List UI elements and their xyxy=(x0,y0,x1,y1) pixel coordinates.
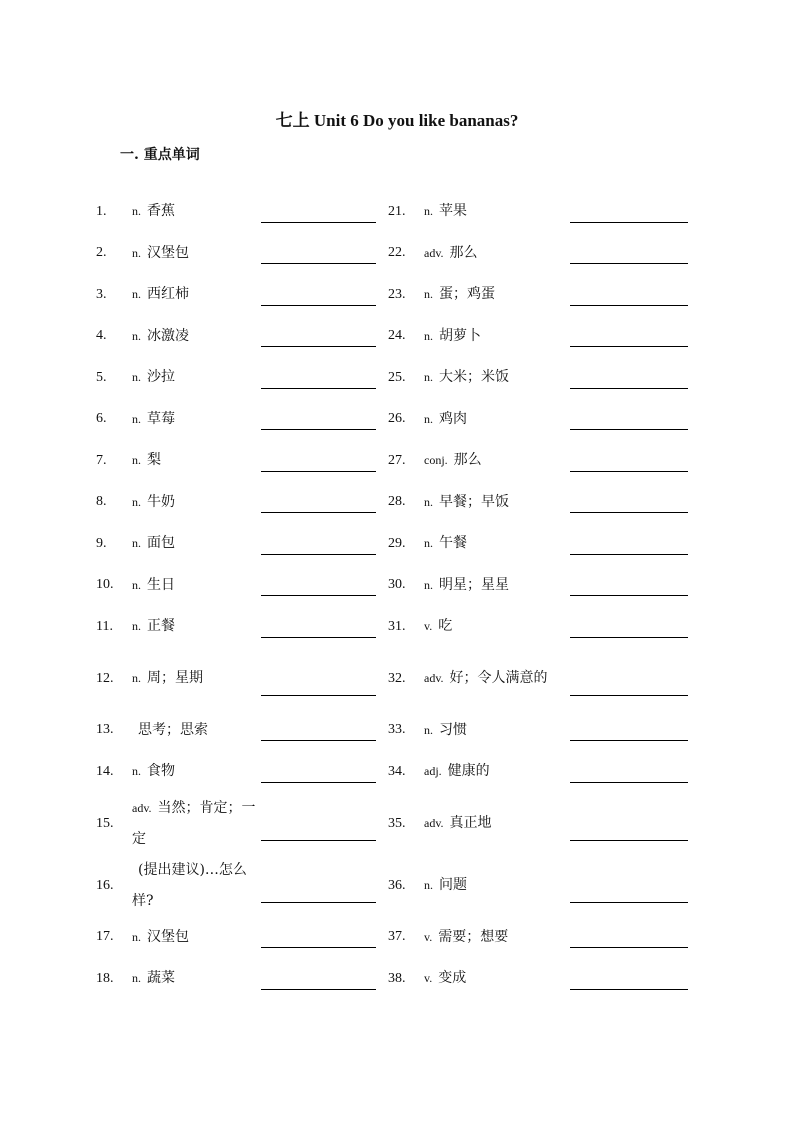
vocab-row xyxy=(96,191,396,233)
vocab-row xyxy=(96,523,396,565)
part-of-speech: v. xyxy=(424,971,433,986)
item-number: 27. xyxy=(388,452,406,468)
vocab-row xyxy=(96,855,396,917)
chinese-meaning: 变成 xyxy=(438,970,467,987)
item-number: 4. xyxy=(96,328,107,344)
item-number: 22. xyxy=(388,245,406,261)
part-of-speech: n. xyxy=(424,577,433,592)
item-number: 8. xyxy=(96,494,107,510)
item-number: 15. xyxy=(96,815,114,831)
vocab-row xyxy=(96,274,396,316)
item-definition xyxy=(132,487,260,518)
item-definition xyxy=(424,663,552,694)
chinese-meaning: 午餐 xyxy=(439,535,467,552)
answer-blank[interactable] xyxy=(570,947,688,948)
item-definition xyxy=(424,196,552,227)
chinese-meaning: 面包 xyxy=(147,535,175,552)
item-definition xyxy=(132,963,260,994)
answer-blank[interactable] xyxy=(261,902,376,903)
item-number: 18. xyxy=(96,970,114,986)
item-number: 6. xyxy=(96,411,107,427)
chinese-meaning: 大米；米饭 xyxy=(439,369,509,386)
item-number: 30. xyxy=(388,577,406,593)
chinese-meaning: 正餐 xyxy=(147,618,175,635)
item-number: 5. xyxy=(96,369,107,385)
vocab-row xyxy=(388,565,688,607)
item-number: 7. xyxy=(96,452,107,468)
item-number: 36. xyxy=(388,877,406,893)
item-number: 32. xyxy=(388,670,406,686)
vocab-row xyxy=(96,751,396,793)
item-definition xyxy=(132,321,260,352)
item-number: 16. xyxy=(96,877,114,893)
item-number: 29. xyxy=(388,535,406,551)
part-of-speech: n. xyxy=(132,245,141,260)
item-number: 25. xyxy=(388,369,406,385)
answer-blank[interactable] xyxy=(261,305,376,306)
part-of-speech: n. xyxy=(132,287,141,302)
item-definition xyxy=(424,528,552,559)
answer-blank[interactable] xyxy=(261,554,376,555)
answer-blank[interactable] xyxy=(261,740,376,741)
vocab-row xyxy=(96,399,396,441)
item-number: 24. xyxy=(388,328,406,344)
answer-blank[interactable] xyxy=(570,840,688,841)
item-definition xyxy=(132,855,260,917)
answer-blank[interactable] xyxy=(261,346,376,347)
vocab-row xyxy=(388,233,688,275)
chinese-meaning: 吃 xyxy=(438,618,453,635)
item-definition xyxy=(424,445,552,476)
item-number: 34. xyxy=(388,763,406,779)
chinese-meaning: 需要；想要 xyxy=(438,928,509,945)
part-of-speech: adv. xyxy=(424,245,444,260)
vocab-row xyxy=(388,606,688,648)
vocab-row xyxy=(388,917,688,959)
chinese-meaning: 生日 xyxy=(147,576,175,593)
part-of-speech: n. xyxy=(424,287,433,302)
item-definition xyxy=(424,756,552,787)
part-of-speech: adv. xyxy=(424,671,444,685)
chinese-meaning: 问题 xyxy=(439,877,467,893)
item-definition xyxy=(132,196,260,227)
chinese-meaning: 香蕉 xyxy=(147,203,175,220)
answer-blank[interactable] xyxy=(261,388,376,389)
section-heading: 一. 重点单词 xyxy=(120,147,200,163)
answer-blank[interactable] xyxy=(570,263,688,264)
answer-blank[interactable] xyxy=(570,554,688,555)
answer-blank[interactable] xyxy=(261,471,376,472)
chinese-meaning: 西红柿 xyxy=(147,286,189,303)
item-number: 14. xyxy=(96,763,114,779)
chinese-meaning: 沙拉 xyxy=(147,369,175,386)
answer-blank[interactable] xyxy=(570,388,688,389)
item-number: 1. xyxy=(96,203,107,219)
item-definition xyxy=(424,238,552,269)
vocab-row xyxy=(388,316,688,358)
vocab-row xyxy=(96,316,396,358)
item-definition xyxy=(424,321,552,352)
vocab-row xyxy=(96,958,396,1000)
item-number: 21. xyxy=(388,203,406,219)
item-number: 11. xyxy=(96,618,113,634)
part-of-speech: v. xyxy=(424,619,433,634)
answer-blank[interactable] xyxy=(261,222,376,223)
item-definition xyxy=(132,793,260,855)
answer-blank[interactable] xyxy=(570,512,688,513)
vocab-row xyxy=(388,958,688,1000)
part-of-speech: n. xyxy=(424,878,433,892)
chinese-meaning: 周；星期 xyxy=(147,670,203,686)
answer-blank[interactable] xyxy=(261,695,376,696)
part-of-speech: n. xyxy=(424,536,433,551)
chinese-meaning: 早餐；早饭 xyxy=(439,493,509,510)
vocab-row xyxy=(96,482,396,524)
answer-blank[interactable] xyxy=(570,902,688,903)
answer-blank[interactable] xyxy=(261,429,376,430)
vocab-row xyxy=(96,565,396,607)
vocab-row xyxy=(96,793,396,855)
answer-blank[interactable] xyxy=(261,947,376,948)
chinese-meaning: 胡萝卜 xyxy=(439,327,481,344)
right-column xyxy=(388,191,688,1000)
item-definition xyxy=(132,756,260,787)
answer-blank[interactable] xyxy=(570,222,688,223)
chinese-meaning: 好；令人满意的 xyxy=(449,670,548,686)
part-of-speech: n. xyxy=(132,453,141,468)
item-definition xyxy=(424,922,552,953)
part-of-speech: n. xyxy=(132,494,141,509)
item-definition xyxy=(132,279,260,310)
chinese-meaning: 思考；思索 xyxy=(138,721,208,738)
item-definition xyxy=(132,445,260,476)
answer-blank[interactable] xyxy=(570,989,688,990)
chinese-meaning: 汉堡包 xyxy=(147,928,189,945)
chinese-meaning: 苹果 xyxy=(439,203,467,220)
chinese-meaning: 梨 xyxy=(147,452,161,469)
item-definition xyxy=(132,611,260,642)
answer-blank[interactable] xyxy=(570,346,688,347)
item-number: 31. xyxy=(388,618,406,634)
part-of-speech: n. xyxy=(424,494,433,509)
answer-blank[interactable] xyxy=(261,989,376,990)
chinese-meaning: 健康的 xyxy=(447,763,490,780)
vocab-row xyxy=(96,233,396,275)
chinese-meaning: 草莓 xyxy=(147,410,175,427)
item-definition xyxy=(424,404,552,435)
item-definition xyxy=(132,663,260,694)
item-definition xyxy=(424,362,552,393)
item-definition xyxy=(424,963,552,994)
item-number: 13. xyxy=(96,722,114,738)
item-number: 3. xyxy=(96,286,107,302)
chinese-meaning: 鸡肉 xyxy=(439,410,467,427)
item-definition xyxy=(132,404,260,435)
item-number: 33. xyxy=(388,722,406,738)
vocab-row xyxy=(96,648,396,710)
part-of-speech: n. xyxy=(132,619,141,634)
answer-blank[interactable] xyxy=(570,471,688,472)
part-of-speech: n. xyxy=(132,764,141,779)
chinese-meaning: 当然；肯定；一定 xyxy=(132,799,256,847)
item-number: 12. xyxy=(96,670,114,686)
vocab-row xyxy=(388,399,688,441)
answer-blank[interactable] xyxy=(570,429,688,430)
chinese-meaning: (提出建议)…怎么样? xyxy=(132,861,247,909)
chinese-meaning: 那么 xyxy=(449,244,478,261)
answer-blank[interactable] xyxy=(261,637,376,638)
chinese-meaning: 真正地 xyxy=(449,815,492,831)
answer-blank[interactable] xyxy=(570,637,688,638)
part-of-speech: n. xyxy=(132,328,141,343)
part-of-speech: n. xyxy=(132,411,141,426)
answer-blank[interactable] xyxy=(261,782,376,783)
chinese-meaning: 那么 xyxy=(453,452,482,469)
vocab-row xyxy=(96,440,396,482)
vocab-row xyxy=(388,440,688,482)
part-of-speech: n. xyxy=(132,204,141,219)
chinese-meaning: 蛋；鸡蛋 xyxy=(439,286,495,303)
part-of-speech: n. xyxy=(132,577,141,592)
part-of-speech: adv. xyxy=(132,800,152,815)
part-of-speech: conj. xyxy=(424,453,448,468)
part-of-speech: n. xyxy=(424,722,433,737)
item-number: 17. xyxy=(96,929,114,945)
vocab-row xyxy=(388,191,688,233)
vocab-row xyxy=(388,274,688,316)
left-column xyxy=(96,191,396,1000)
answer-blank[interactable] xyxy=(570,595,688,596)
answer-blank[interactable] xyxy=(570,695,688,696)
answer-blank[interactable] xyxy=(261,840,376,841)
answer-blank[interactable] xyxy=(261,263,376,264)
item-definition xyxy=(424,570,552,601)
vocab-row xyxy=(388,648,688,710)
chinese-meaning: 食物 xyxy=(147,763,175,780)
vocab-row xyxy=(388,855,688,917)
item-definition xyxy=(132,528,260,559)
vocab-row xyxy=(388,482,688,524)
item-number: 38. xyxy=(388,970,406,986)
item-number: 28. xyxy=(388,494,406,510)
part-of-speech: n. xyxy=(132,536,141,551)
part-of-speech: v. xyxy=(424,929,433,944)
part-of-speech: n. xyxy=(132,929,141,944)
part-of-speech: n. xyxy=(424,411,433,426)
answer-blank[interactable] xyxy=(261,512,376,513)
chinese-meaning: 冰激凌 xyxy=(147,327,189,344)
item-definition xyxy=(132,922,260,953)
item-number: 2. xyxy=(96,245,107,261)
vocab-row xyxy=(388,357,688,399)
answer-blank[interactable] xyxy=(570,740,688,741)
item-definition xyxy=(132,570,260,601)
item-definition xyxy=(132,238,260,269)
item-number: 10. xyxy=(96,577,114,593)
part-of-speech: n. xyxy=(424,370,433,385)
part-of-speech: n. xyxy=(132,370,141,385)
item-number: 23. xyxy=(388,286,406,302)
chinese-meaning: 明星；星星 xyxy=(439,576,509,593)
vocab-row xyxy=(388,793,688,855)
vocab-row xyxy=(388,710,688,752)
vocab-row xyxy=(388,523,688,565)
item-number: 26. xyxy=(388,411,406,427)
item-definition xyxy=(424,611,552,642)
part-of-speech: n. xyxy=(132,671,141,685)
part-of-speech: n. xyxy=(424,204,433,219)
vocab-row xyxy=(96,917,396,959)
answer-blank[interactable] xyxy=(570,782,688,783)
item-definition xyxy=(424,487,552,518)
vocab-row xyxy=(96,710,396,752)
vocab-row xyxy=(96,357,396,399)
item-definition xyxy=(132,362,260,393)
item-number: 35. xyxy=(388,815,406,831)
item-definition xyxy=(424,870,552,901)
part-of-speech: n. xyxy=(132,971,141,986)
item-definition xyxy=(424,808,552,839)
answer-blank[interactable] xyxy=(570,305,688,306)
chinese-meaning: 习惯 xyxy=(439,721,467,738)
item-definition xyxy=(132,715,260,746)
vocab-row xyxy=(388,751,688,793)
part-of-speech: adv. xyxy=(424,816,444,830)
item-definition xyxy=(424,279,552,310)
item-number: 37. xyxy=(388,929,406,945)
chinese-meaning: 蔬菜 xyxy=(147,970,175,987)
answer-blank[interactable] xyxy=(261,595,376,596)
item-number: 9. xyxy=(96,535,107,551)
vocab-row xyxy=(96,606,396,648)
part-of-speech: adj. xyxy=(424,764,442,779)
item-definition xyxy=(424,715,552,746)
page-title: 七上 Unit 6 Do you like bananas? xyxy=(275,111,519,130)
part-of-speech: n. xyxy=(424,328,433,343)
chinese-meaning: 汉堡包 xyxy=(147,244,189,261)
chinese-meaning: 牛奶 xyxy=(147,493,175,510)
